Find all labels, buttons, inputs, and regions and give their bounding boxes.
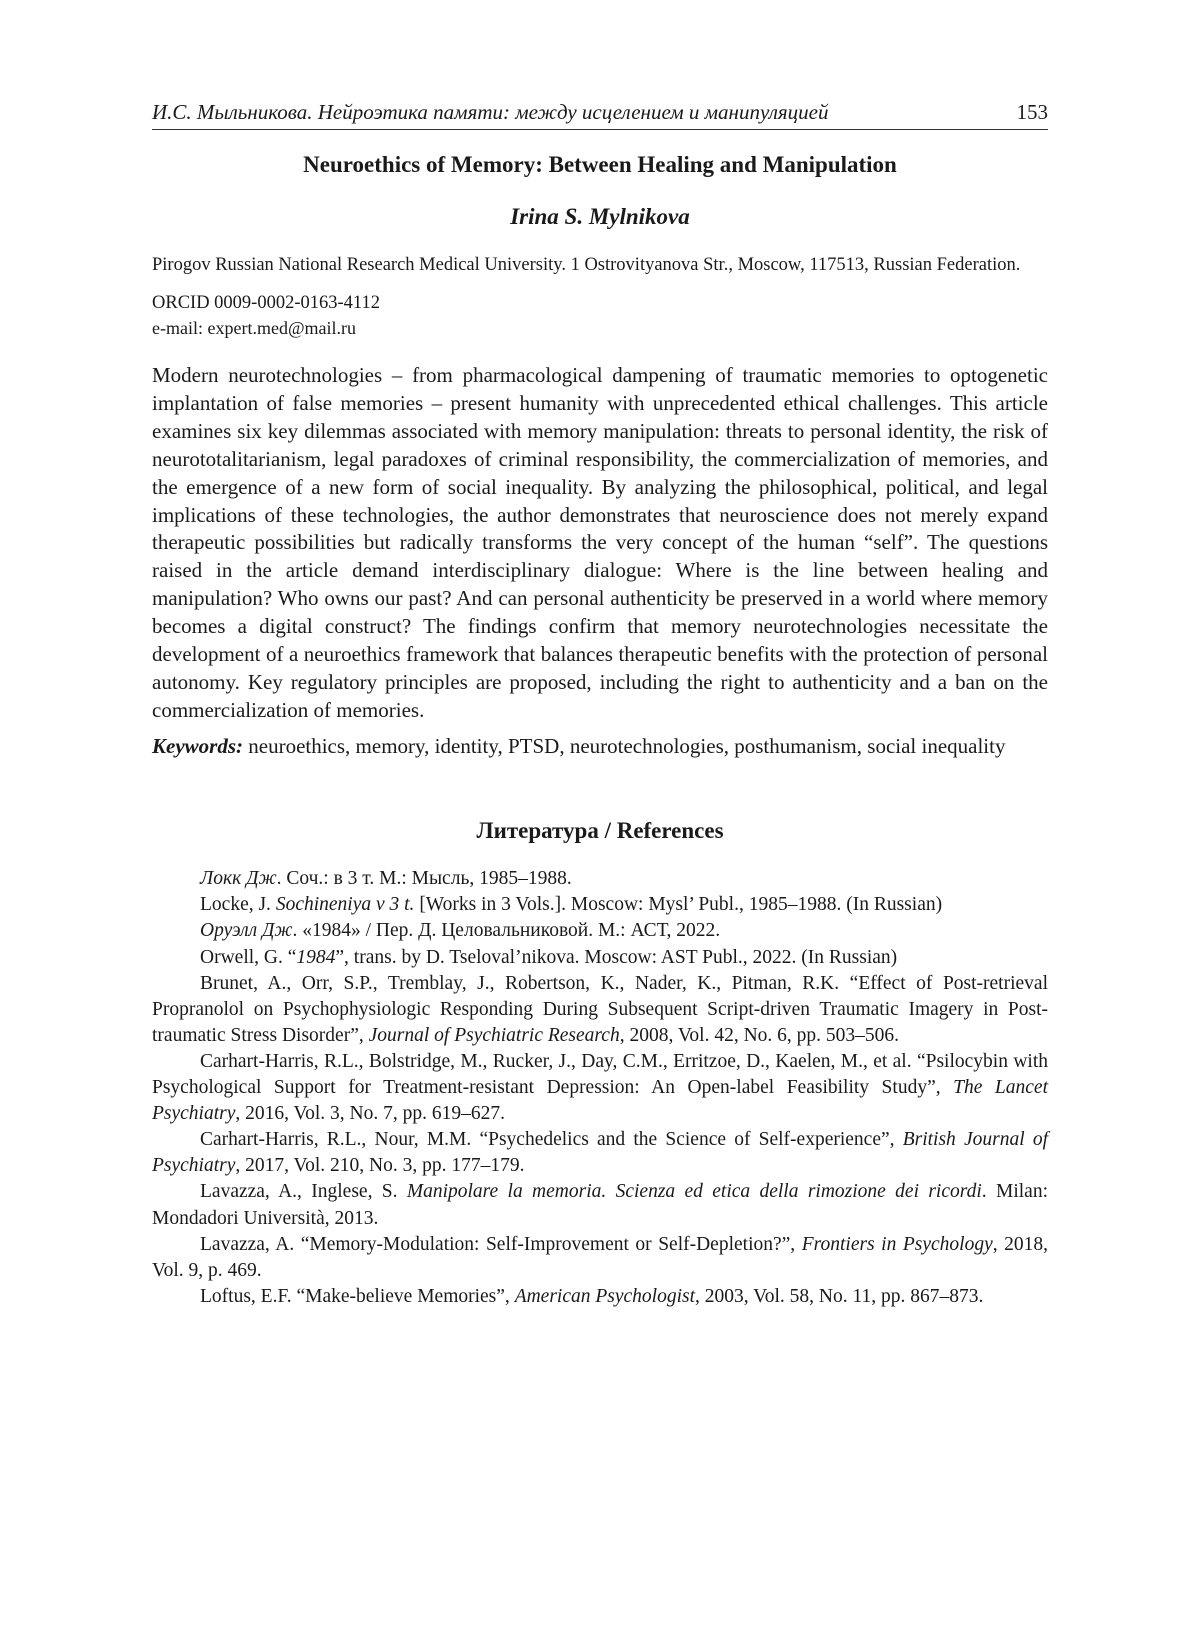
reference-text: Lavazza, A. “Memory-Modulation: Self-Improvement or Self-Depletion?”, [200,1233,802,1255]
reference-item [152,892,1048,918]
reference-item [152,945,1048,971]
reference-text: Locke, J. [200,894,276,916]
reference-text: Orwell, G. “ [200,946,297,968]
reference-text: Локк Дж [200,868,277,890]
reference-text: , 2017, Vol. 210, No. 3, pp. 177–179. [235,1155,525,1177]
reference-text: The Lancet Psychiatry [152,1077,1048,1125]
reference-text: American Psychologist [514,1285,696,1307]
reference-text: Lavazza, A., Inglese, S. [200,1181,407,1203]
reference-text: Carhart-Harris, R.L., Bolstridge, M., Rucker, J., Day, C.M., Erritzoe, D., Kaelen, M., et al. “Psilocybin with Psychological Support for Treatment-resistant Depression: An Open-label Feasibility Study”, [152,1050,1048,1099]
reference-item [152,971,1048,1049]
reference-text: . Milan: Mondadori Università, 2013. [152,1181,1048,1229]
reference-text: Carhart-Harris, R.L., Nour, M.M. “Psychedelics and the Science of Self-experience”, [200,1129,903,1151]
affiliation: Pirogov Russian National Research Medical University. 1 Ostrovityanova Str., Moscow, 117513, Russian Federation. [152,255,1021,275]
references-list [152,866,1048,1310]
reference-item [152,1232,1048,1284]
keywords-label: Keywords: [152,733,243,758]
reference-text: , 2016, Vol. 3, No. 7, pp. 619–627. [235,1103,505,1125]
reference-text: [Works in 3 Vols.]. Moscow: Mysl’ Publ., 1985–1988. (In Russian) [414,894,943,916]
reference-text: , 2008, Vol. 42, No. 6, pp. 503–506. [619,1024,900,1046]
reference-text: 1984 [296,946,336,968]
abstract: Modern neurotechnologies – from pharmacological dampening of traumatic memories to optogenetic implantation of false memories – present humanity with unprecedented ethical challenges. This article examines six key dilemmas associated with memory manipulation: threats to personal identity, the risk of neurototalitarianism, legal paradoxes of criminal responsibility, the commercialization of memories, and the emergence of a new form of social inequality. By analyzing the philosophical, political, and legal implications of these technologies, the author demonstrates that neuroscience does not merely expand therapeutic possibilities but radically transforms the very concept of the human “self”. The questions raised in the article demand interdisciplinary dialogue: Where is the line between healing and manipulation? Who owns our past? And can personal authenticity be preserved in a world where memory becomes a digital construct? The findings confirm that memory neurotechnologies necessitate the development of a neuroethics framework that balances therapeutic benefits with the protection of personal autonomy. Key regulatory principles are proposed, including the right to authenticity and a ban on the commercialization of memories. [152,363,1048,722]
keywords-list: neuroethics, memory, identity, PTSD, neurotechnologies, posthumanism, social inequality [248,733,1006,758]
reference-text: . «1984» / Пер. Д. Целовальниковой. М.: АСТ, 2022. [292,920,721,942]
reference-item [152,1284,1048,1310]
orcid: ORCID 0009-0002-0163-4112 [152,293,380,313]
reference-text: Brunet, A., Orr, S.P., Tremblay, J., Robertson, K., Nader, K., Pitman, R.K. “Effect of Post-retrieval Propranolol on Psychophysiologic Responding During Subsequent Script-driven Traumatic Imagery in Post-traumatic Stress Disorder”, [152,972,1048,1046]
reference-item [152,1179,1048,1231]
reference-text: Frontiers in Psychology [801,1233,993,1255]
reference-text: Manipolare la memoria. Scienza ed etica della rimozione dei ricordi [406,1181,982,1203]
reference-text: ”, trans. by D. Tseloval’nikova. Moscow: AST Publ., 2022. (In Russian) [335,946,898,968]
reference-text: Loftus, E.F. “Make-believe Memories”, [200,1285,515,1307]
page-number: 153 [1016,100,1048,124]
reference-text: Sochineniya v 3 t. [275,894,415,916]
reference-item [152,918,1048,944]
references-heading: Литература / References [476,818,724,844]
reference-text: British Journal of Psychiatry [152,1129,1048,1177]
reference-item [152,866,1048,892]
reference-item [152,1049,1048,1127]
email: e-mail: expert.med@mail.ru [152,318,357,338]
keywords [152,733,1048,761]
running-head [152,100,1048,130]
running-title: И.С. Мыльникова. Нейроэтика памяти: между исцелением и манипуляцией [152,100,829,124]
author-name: Irina S. Mylnikova [510,204,690,229]
reference-text: Оруэлл Дж [200,920,293,942]
reference-text: Journal of Psychiatric Research [368,1024,620,1046]
reference-text: . Соч.: в 3 т. М.: Мысль, 1985–1988. [276,868,572,890]
reference-text: , 2003, Vol. 58, No. 11, pp. 867–873. [695,1285,984,1307]
journal-page [152,100,1048,1310]
reference-text: , 2018, Vol. 9, p. 469. [152,1233,1048,1281]
article-title: Neuroethics of Memory: Between Healing and Manipulation [303,152,897,177]
reference-item [152,1127,1048,1179]
